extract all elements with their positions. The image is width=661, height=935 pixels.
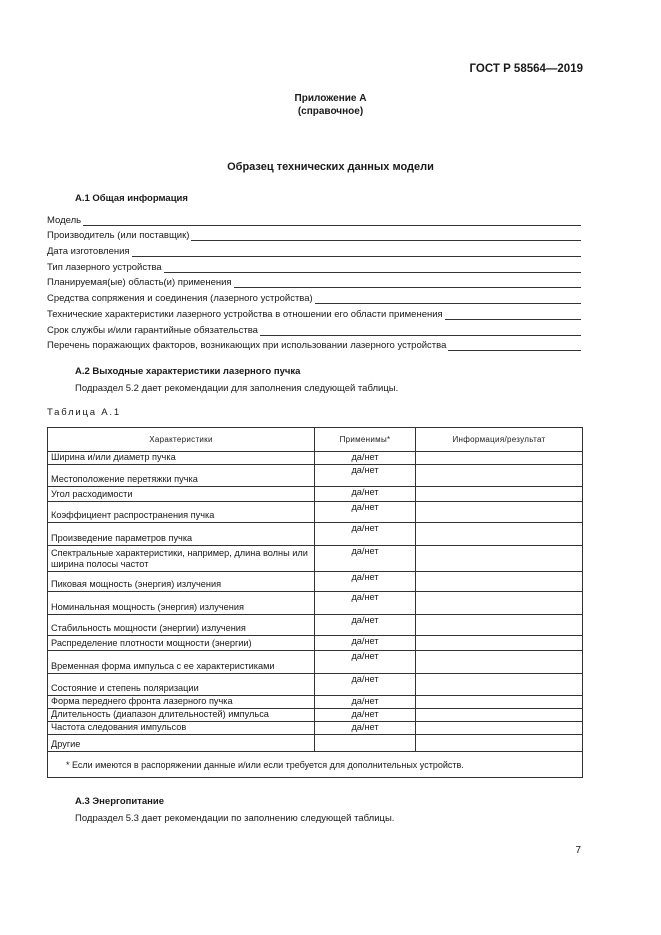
row-applicable[interactable]: да/нет xyxy=(315,674,416,696)
fill-line xyxy=(164,263,581,273)
row-result-cell[interactable] xyxy=(416,546,583,572)
appendix-title: Приложение А xyxy=(294,93,367,104)
row-result-cell[interactable] xyxy=(416,465,583,487)
row-applicable[interactable]: да/нет xyxy=(315,546,416,572)
fill-line xyxy=(445,310,581,320)
field-label: Средства сопряжения и соединения (лазерного устройства) xyxy=(47,293,313,305)
field-label: Дата изготовления xyxy=(47,246,130,258)
row-result-cell[interactable] xyxy=(416,651,583,674)
section-a2-text: Подраздел 5.2 дает рекомендации для заполнения следующей таблицы. xyxy=(75,383,399,394)
row-characteristic: Распределение плотности мощности (энергии) xyxy=(48,636,315,651)
section-a1-heading: А.1 Общая информация xyxy=(75,193,188,204)
table-caption: Таблица А.1 xyxy=(47,407,121,418)
document-id: ГОСТ Р 58564—2019 xyxy=(469,63,583,75)
page-number: 7 xyxy=(575,845,581,856)
row-characteristic: Номинальная мощность (энергия) излучения xyxy=(48,592,315,615)
row-characteristic: Длительность (диапазон длительностей) импульса xyxy=(48,709,315,722)
row-result-cell[interactable] xyxy=(416,523,583,546)
table-row xyxy=(48,651,583,674)
row-applicable[interactable]: да/нет xyxy=(315,502,416,523)
table-row xyxy=(48,696,583,709)
field-label: Модель xyxy=(47,214,82,226)
row-result-cell[interactable] xyxy=(416,502,583,523)
appendix-subtitle: (справочное) xyxy=(297,106,364,117)
field-label: Тип лазерного устройства xyxy=(47,261,162,273)
page-title: Образец технических данных модели xyxy=(227,161,434,173)
field-hazards[interactable] xyxy=(47,336,581,352)
row-characteristic: Угол расходимости xyxy=(48,487,315,502)
row-characteristic: Коэффициент распространения пучка xyxy=(48,502,315,523)
table-row xyxy=(48,636,583,651)
field-manufacturer[interactable] xyxy=(47,226,581,242)
row-characteristic: Пиковая мощность (энергия) излучения xyxy=(48,572,315,592)
row-result-cell[interactable] xyxy=(416,696,583,709)
row-result-cell[interactable] xyxy=(416,674,583,696)
field-tech-specs[interactable] xyxy=(47,304,581,320)
row-result-cell[interactable] xyxy=(416,572,583,592)
table-row xyxy=(48,615,583,636)
row-applicable[interactable]: да/нет xyxy=(315,709,416,722)
row-applicable[interactable]: да/нет xyxy=(315,465,416,487)
section-a2-heading: А.2 Выходные характеристики лазерного пучка xyxy=(75,366,301,377)
fill-line xyxy=(448,341,581,351)
field-manufacture-date[interactable] xyxy=(47,241,581,257)
row-result-cell[interactable] xyxy=(416,452,583,465)
fill-line xyxy=(315,294,581,304)
field-label: Производитель (или поставщик) xyxy=(47,230,190,242)
field-interfaces[interactable] xyxy=(47,288,581,304)
row-characteristic: Временная форма импульса с ее характеристиками xyxy=(48,651,315,674)
field-service-life[interactable] xyxy=(47,320,581,336)
field-laser-type[interactable] xyxy=(47,257,581,273)
table-row xyxy=(48,502,583,523)
table-row xyxy=(48,735,583,752)
row-characteristic: Частота следования импульсов xyxy=(48,722,315,735)
row-applicable[interactable]: да/нет xyxy=(315,722,416,735)
row-characteristic: Спектральные характеристики, например, длина волны или ширина полосы частот xyxy=(48,546,315,572)
section-a3-heading: А.3 Энергопитание xyxy=(75,796,165,807)
table-footnote-row xyxy=(48,752,583,778)
table-row xyxy=(48,487,583,502)
fill-line xyxy=(234,278,581,288)
row-result-cell[interactable] xyxy=(416,709,583,722)
row-result-cell[interactable] xyxy=(416,735,583,752)
fill-line xyxy=(260,326,581,336)
table-row xyxy=(48,592,583,615)
row-applicable[interactable]: да/нет xyxy=(315,592,416,615)
column-header-result: Информация/результат xyxy=(416,428,583,452)
field-label: Перечень поражающих факторов, возникающих при использовании лазерного устройства xyxy=(47,340,447,352)
row-applicable[interactable]: да/нет xyxy=(315,636,416,651)
column-header-applicable: Применимы* xyxy=(315,428,416,452)
row-applicable[interactable]: да/нет xyxy=(315,615,416,636)
row-applicable[interactable]: да/нет xyxy=(315,696,416,709)
beam-characteristics-table xyxy=(47,427,583,778)
field-model[interactable] xyxy=(47,210,581,226)
row-applicable[interactable]: да/нет xyxy=(315,572,416,592)
table-row xyxy=(48,452,583,465)
table-row xyxy=(48,722,583,735)
field-label: Срок службы и/или гарантийные обязательства xyxy=(47,324,258,336)
row-applicable[interactable]: да/нет xyxy=(315,487,416,502)
row-result-cell[interactable] xyxy=(416,615,583,636)
table-row xyxy=(48,572,583,592)
table-row xyxy=(48,674,583,696)
row-characteristic: Состояние и степень поляризации xyxy=(48,674,315,696)
table-row xyxy=(48,523,583,546)
table-row xyxy=(48,709,583,722)
field-application-area[interactable] xyxy=(47,273,581,289)
column-header-characteristics: Характеристики xyxy=(48,428,315,452)
row-applicable[interactable]: да/нет xyxy=(315,651,416,674)
table-row xyxy=(48,546,583,572)
row-characteristic: Произведение параметров пучка xyxy=(48,523,315,546)
general-info-fields xyxy=(47,210,581,351)
field-label: Планируемая(ые) область(и) применения xyxy=(47,277,232,289)
row-result-cell[interactable] xyxy=(416,636,583,651)
row-characteristic: Другие xyxy=(48,735,315,752)
fill-line xyxy=(132,247,581,257)
row-characteristic: Ширина и/или диаметр пучка xyxy=(48,452,315,465)
fill-line xyxy=(83,216,581,226)
table-footnote: * Если имеются в распоряжении данные и/или если требуется для дополнительных устройств. xyxy=(48,752,583,778)
row-result-cell[interactable] xyxy=(416,487,583,502)
row-characteristic: Местоположение перетяжки пучка xyxy=(48,465,315,487)
row-characteristic: Форма переднего фронта лазерного пучка xyxy=(48,696,315,709)
row-result-cell[interactable] xyxy=(416,722,583,735)
row-result-cell[interactable] xyxy=(416,592,583,615)
row-characteristic: Стабильность мощности (энергии) излучения xyxy=(48,615,315,636)
row-applicable[interactable] xyxy=(315,735,416,752)
section-a3-text: Подраздел 5.3 дает рекомендации по заполнению следующей таблицы. xyxy=(75,813,395,824)
field-label: Технические характеристики лазерного устройства в отношении его области применения xyxy=(47,308,443,320)
table-row xyxy=(48,465,583,487)
row-applicable[interactable]: да/нет xyxy=(315,523,416,546)
row-applicable[interactable]: да/нет xyxy=(315,452,416,465)
fill-line xyxy=(191,231,581,241)
